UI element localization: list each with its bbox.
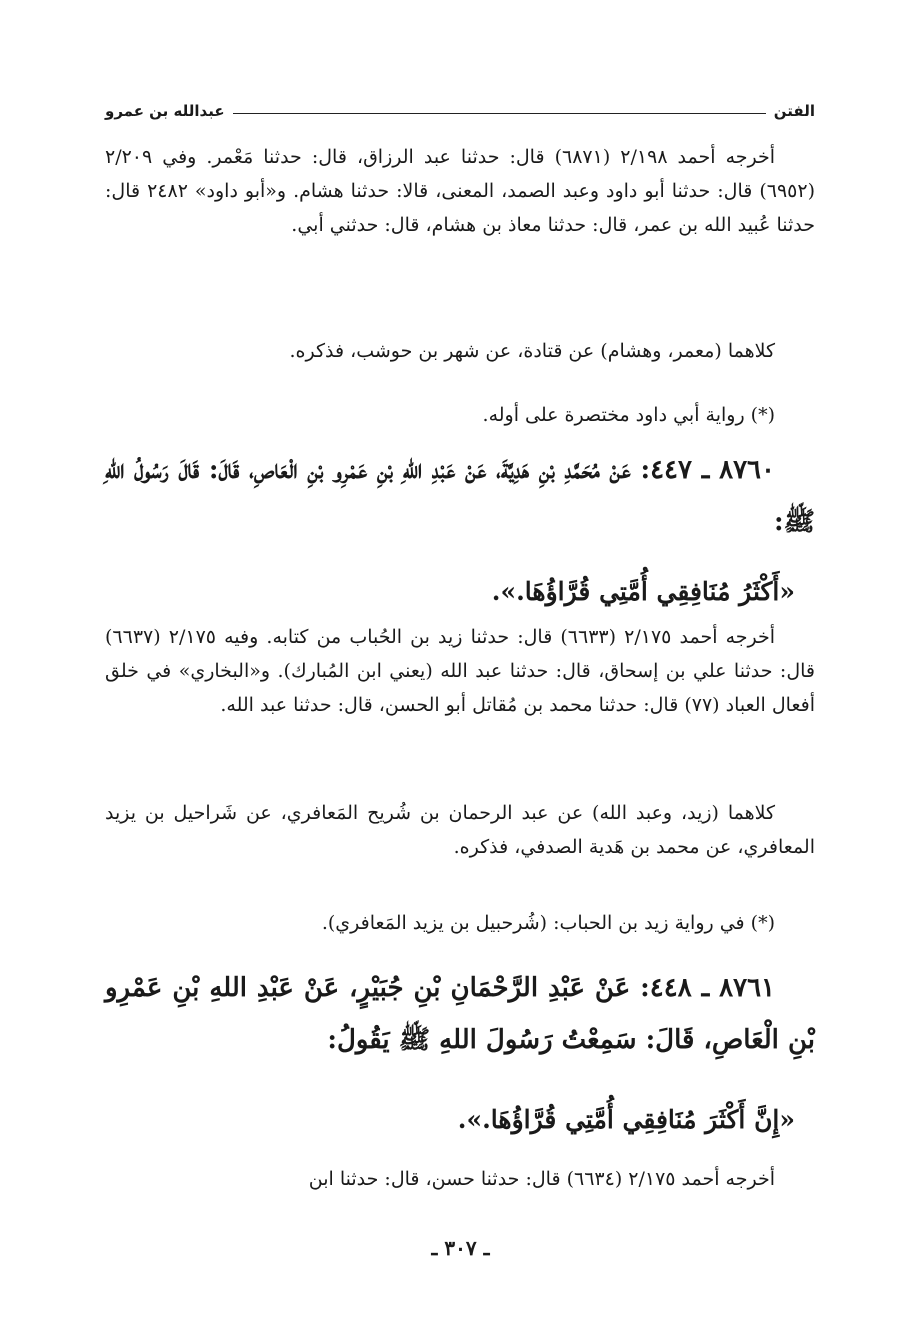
paragraph-note-1: (*) رواية أبي داود مختصرة على أوله. — [482, 404, 775, 426]
running-header — [105, 98, 815, 124]
paragraph-takhrij-2: أخرجه أحمد ٢/١٧٥ (٦٦٣٣) قال: حدثنا زيد بن الحُباب من كتابه. وفيه ٢/١٧٥ (٦٦٣٧) قال: حدثنا علي بن إسحاق، قال: حدثنا عبد الله (يعني ابن المُبارك). و«البخاري» في خلق أفعال العباد (٧٧) قال: حدثنا محمد بن مُقاتل أبو الحسن، قال: حدثنا عبد الله. — [105, 626, 815, 716]
hadith-8761-matn: «إِنَّ أَكْثَرَ مُنَافِقِي أُمَّتِي قُرَّاؤُهَا.». — [457, 1105, 795, 1134]
header-section: عبدالله بن عمرو — [105, 102, 225, 120]
paragraph-note-2: (*) في رواية زيد بن الحباب: (شُرحبيل بن يزيد المَعافري). — [321, 912, 775, 934]
header-chapter: الفتن — [773, 102, 815, 120]
paragraph-takhrij-1: أخرجه أحمد ٢/١٩٨ (٦٨٧١) قال: حدثنا عبد الرزاق، قال: حدثنا مَعْمر. وفي ٢/٢٠٩ (٦٩٥٢) قال: حدثنا أبو داود وعبد الصمد، المعنى، قالا: حدثنا هشام. و«أبو داود» ٢٤٨٢ قال: حدثنا عُبيد الله بن عمر، قال: حدثنا معاذ بن هشام، قال: حدثني أبي. — [105, 146, 815, 236]
paragraph-chain-2: كلاهما (زيد، وعبد الله) عن عبد الرحمان بن شُريح المَعافري، عن شَراحيل بن يزيد المعافري، عن محمد بن هَدية الصدفي، فذكره. — [105, 802, 815, 858]
paragraph-takhrij-3: أخرجه أحمد ٢/١٧٥ (٦٦٣٤) قال: حدثنا حسن، قال: حدثنا ابن — [308, 1168, 775, 1190]
header-rule — [233, 113, 766, 114]
hadith-8761-isnad: ٨٧٦١ ـ ٤٤٨: عَنْ عَبْدِ الرَّحْمَانِ بْنِ جُبَيْرٍ، عَنْ عَبْدِ اللهِ بْنِ عَمْرِو بْنِ الْعَاصِ، قَالَ: سَمِعْتُ رَسُولَ اللهِ ﷺ يَقُولُ: — [105, 973, 815, 1055]
hadith-8760-isnad: ٨٧٦٠ ـ ٤٤٧: عَنْ مُحَمَّدِ بْنِ هَدِيَّةَ، عَنْ عَبْدِ اللهِ بْنِ عَمْرِو بْنِ الْعَاصِ، قَالَ: قَالَ رَسُولُ اللهِ ﷺ: — [105, 455, 815, 537]
page-number: ـ ٣٠٧ ـ — [431, 1236, 490, 1260]
paragraph-chain-1: كلاهما (معمر، وهشام) عن قتادة، عن شهر بن حوشب، فذكره. — [289, 340, 775, 362]
hadith-8760-matn: «أَكْثَرُ مُنَافِقِي أُمَّتِي قُرَّاؤُهَا.». — [491, 577, 795, 606]
